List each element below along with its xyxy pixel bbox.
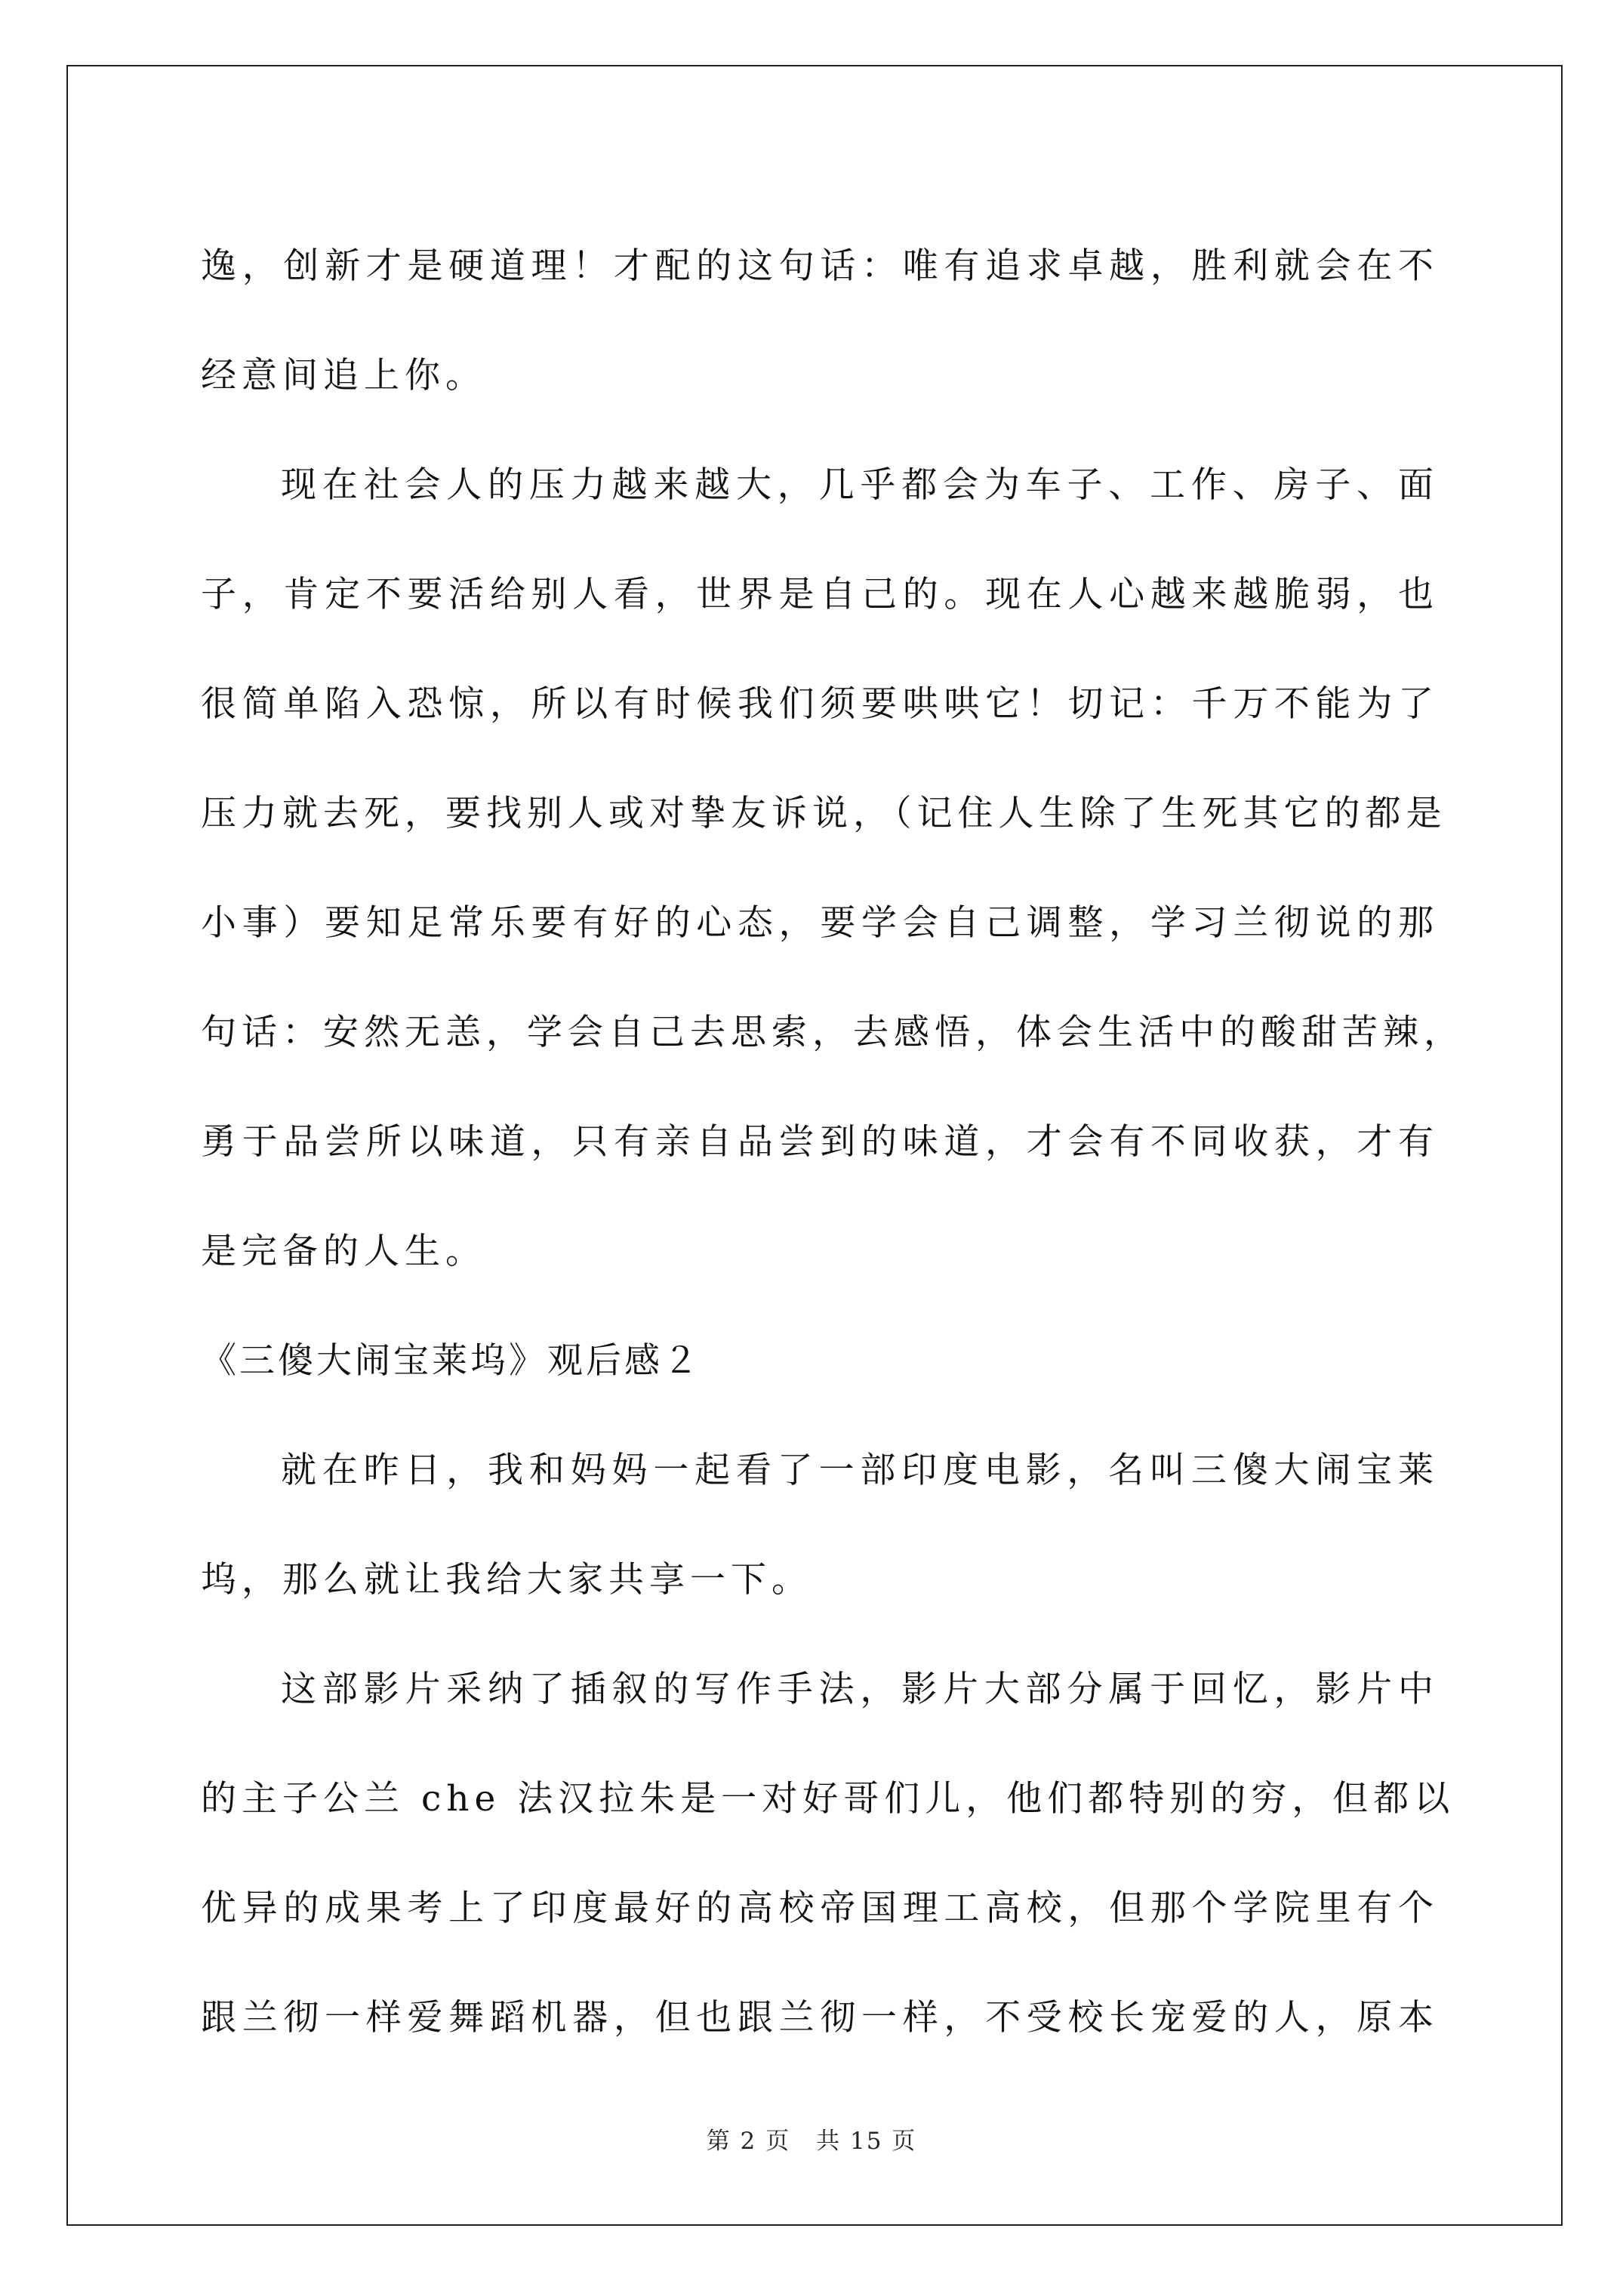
paragraph-line: 跟兰彻一样爱舞蹈机器，但也跟兰彻一样，不受校长宠爱的人，原本	[201, 1997, 1439, 2039]
paragraph-line: 的主子公兰 che 法汉拉朱是一对好哥们儿，他们都特别的穷，但都以	[201, 1778, 1455, 1820]
paragraph-line: 压力就去死，要找别人或对挚友诉说，（记住人生除了生死其它的都是	[201, 793, 1447, 834]
paragraph-line: 这部影片采纳了插叙的写作手法，影片大部分属于回忆，影片中	[281, 1669, 1439, 1710]
paragraph-line: 子，肯定不要活给别人看，世界是自己的。现在人心越来越脆弱，也	[201, 574, 1439, 615]
paragraph-line: 坞，那么就让我给大家共享一下。	[201, 1559, 812, 1601]
paragraph-line: 经意间追上你。	[201, 355, 486, 396]
page-total: 共 15 页	[816, 2128, 917, 2155]
paragraph-line: 就在昨日，我和妈妈一起看了一部印度电影，名叫三傻大闹宝莱	[281, 1450, 1439, 1491]
page-number: 第 2 页	[706, 2128, 791, 2155]
paragraph-line: 勇于品尝所以味道，只有亲自品尝到的味道，才会有不同收获，才有	[201, 1121, 1439, 1163]
paragraph-line: 句话：安然无恙，学会自己去思索，去感悟，体会生活中的酸甜苦辣，	[201, 1012, 1464, 1053]
section-heading: 《三傻大闹宝莱坞》观后感２	[201, 1340, 701, 1382]
page-footer	[0, 2122, 1623, 2156]
paragraph-line: 很简单陷入恐惊，所以有时候我们须要哄哄它！切记：千万不能为了	[201, 683, 1439, 725]
paragraph-line: 逸，创新才是硬道理！才配的这句话：唯有追求卓越，胜利就会在不	[201, 245, 1439, 287]
paragraph-line: 小事）要知足常乐要有好的心态，要学会自己调整，学习兰彻说的那	[201, 902, 1439, 944]
paragraph-line: 现在社会人的压力越来越大，几乎都会为车子、工作、房子、面	[281, 464, 1439, 506]
document-body	[201, 211, 1464, 2073]
paragraph-line: 优异的成果考上了印度最好的高校帝国理工高校，但那个学院里有个	[201, 1888, 1439, 1929]
paragraph-line: 是完备的人生。	[201, 1231, 486, 1272]
